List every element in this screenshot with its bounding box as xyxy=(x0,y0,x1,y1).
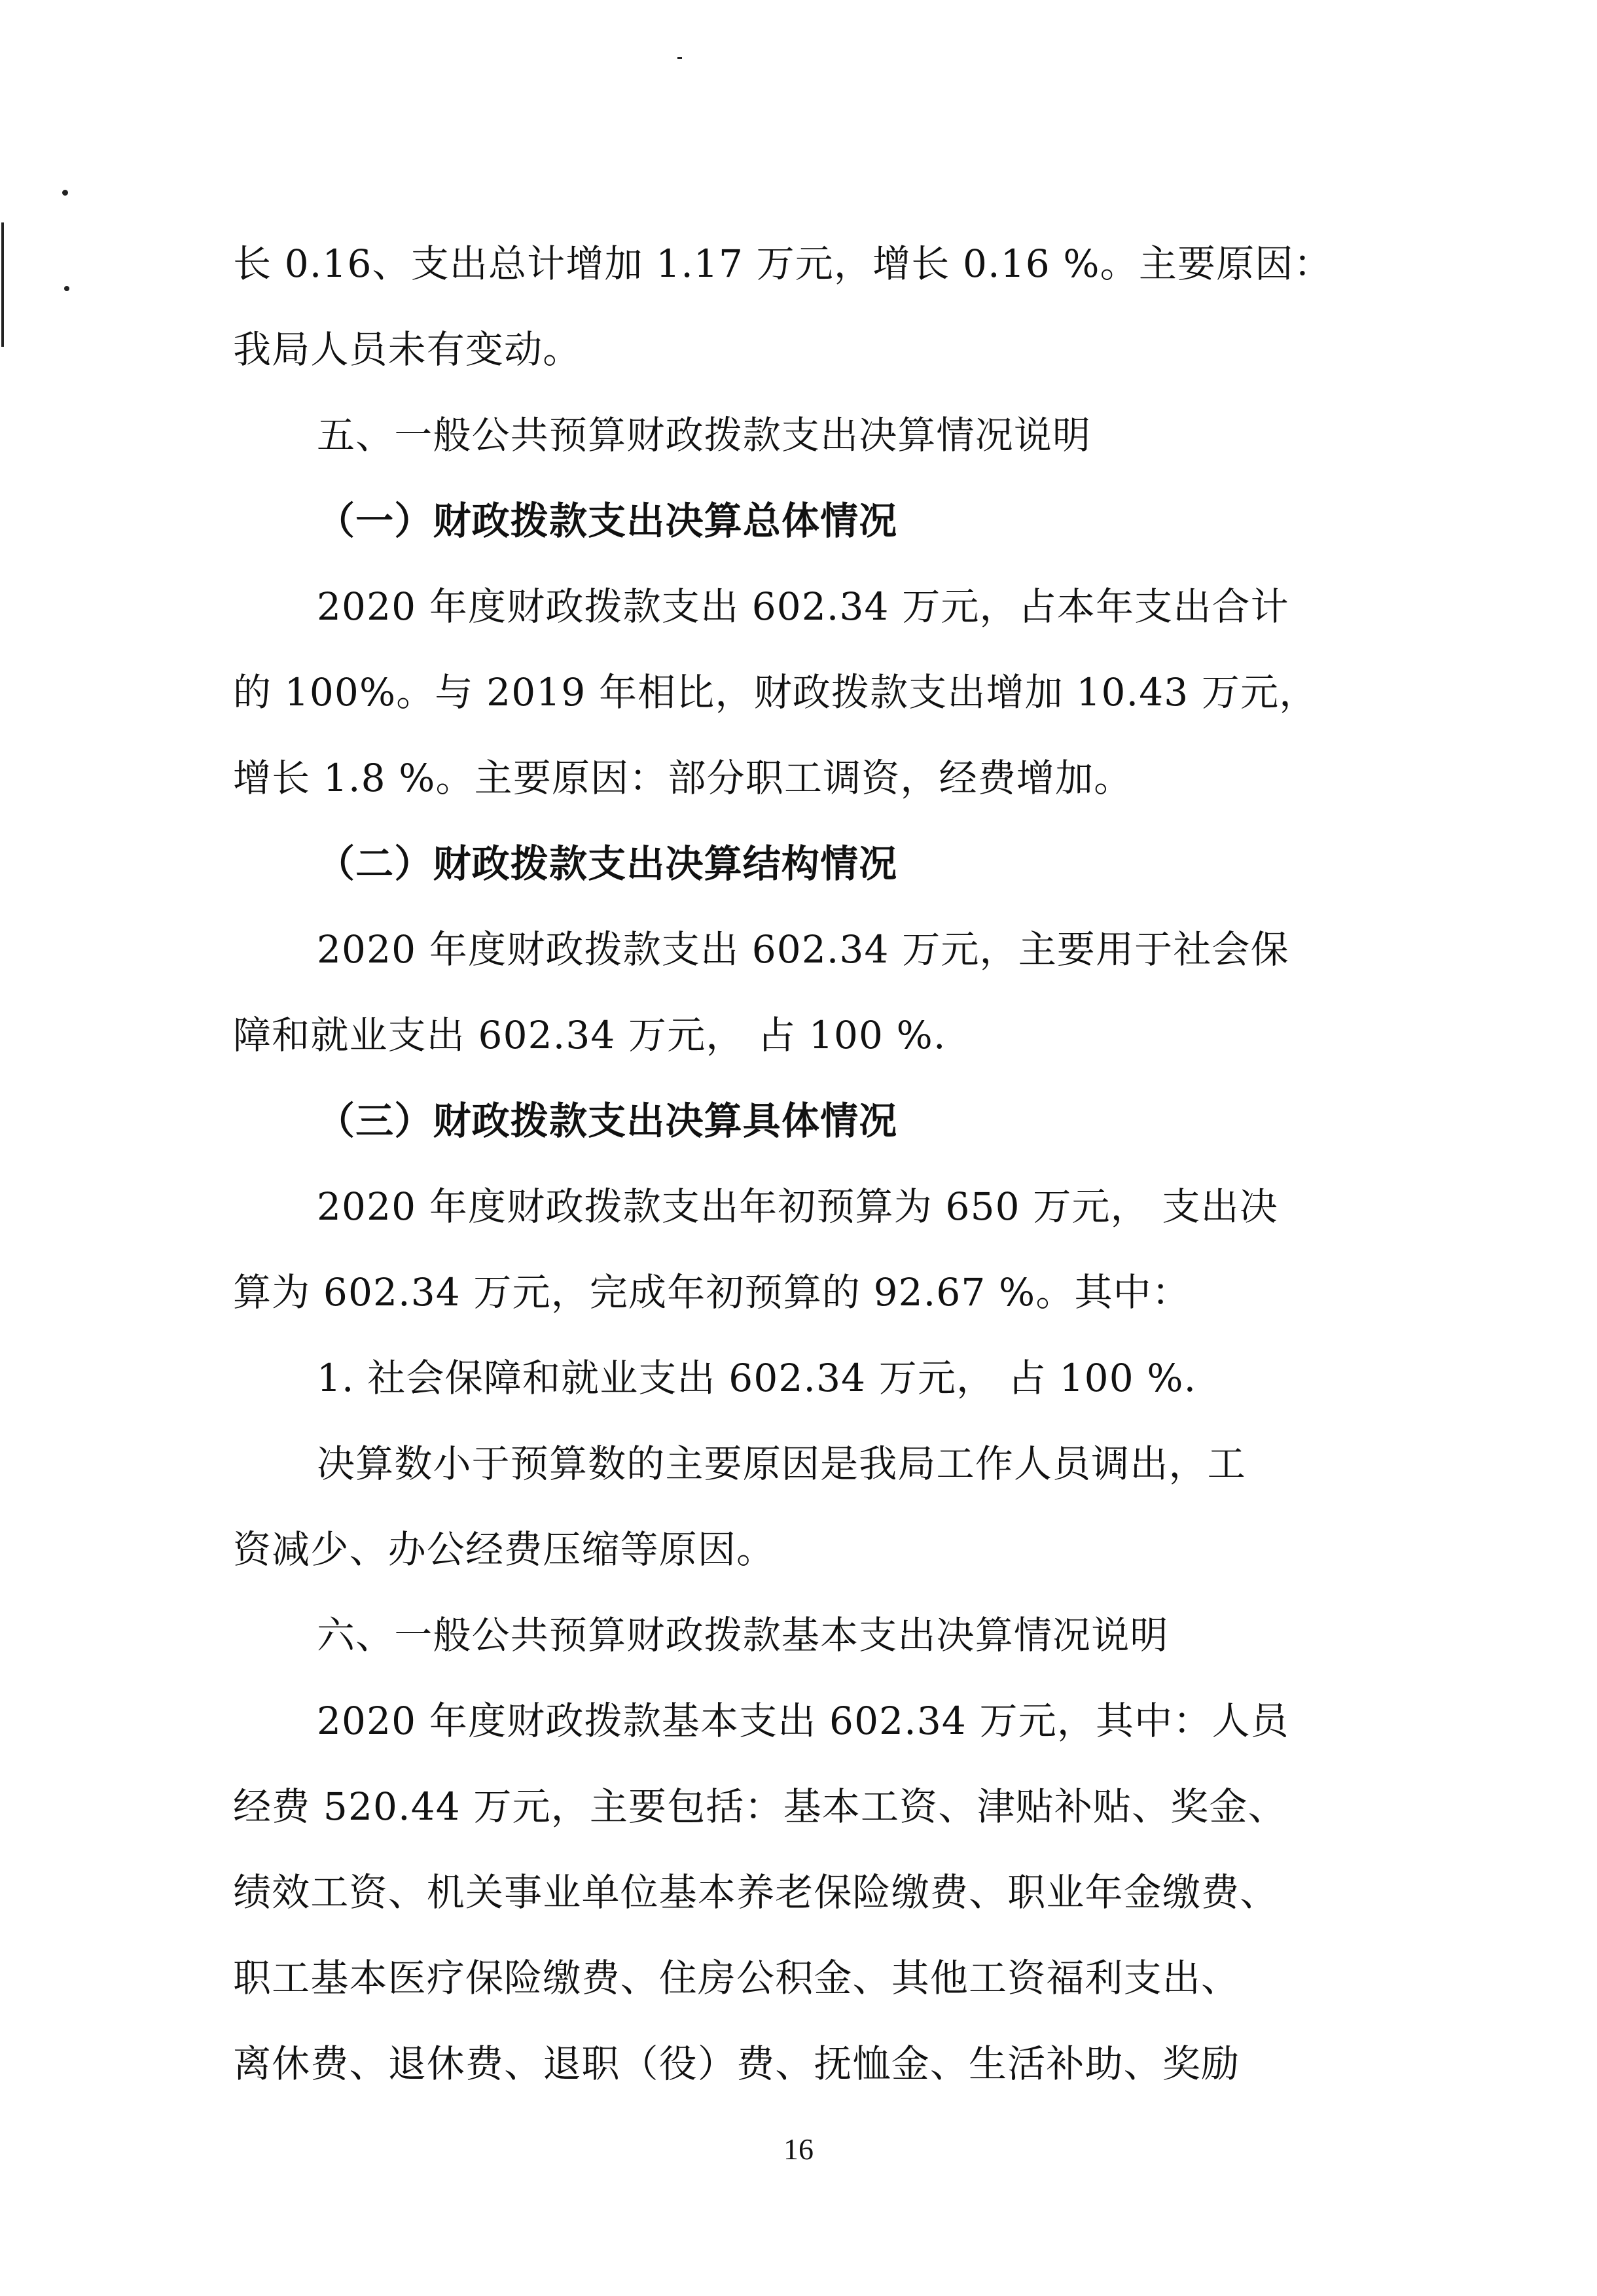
paragraph-line: 离休费、退休费、退职（役）费、抚恤金、生活补助、奖励 xyxy=(233,2041,1240,2086)
paragraph-line: 障和就业支出 602.34 万元， 占 100 %. xyxy=(233,1013,946,1057)
paragraph-line: 决算数小于预算数的主要原因是我局工作人员调出，工 xyxy=(317,1441,1246,1486)
paragraph-line: 职工基本医疗保险缴费、住房公积金、其他工资福利支出、 xyxy=(233,1956,1240,2000)
paragraph-line: 2020 年度财政拨款基本支出 602.34 万元，其中：人员 xyxy=(317,1699,1289,1743)
scan-dot-mark xyxy=(62,190,68,196)
scan-dot-mark xyxy=(64,286,69,291)
scan-dot-mark xyxy=(677,57,682,59)
paragraph-line: 长 0.16、支出总计增加 1.17 万元，增长 0.16 %。主要原因： xyxy=(233,241,1333,286)
section-heading: 五、一般公共预算财政拨款支出决算情况说明 xyxy=(317,413,1092,457)
paragraph-line: 资减少、办公经费压缩等原因。 xyxy=(233,1527,776,1572)
subsection-heading: （三）财政拨款支出决算具体情况 xyxy=(317,1099,898,1143)
paragraph-line: 经费 520.44 万元，主要包括：基本工资、津贴补贴、奖金、 xyxy=(233,1784,1287,1829)
section-heading: 六、一般公共预算财政拨款基本支出决算情况说明 xyxy=(317,1613,1169,1657)
paragraph-line: 绩效工资、机关事业单位基本养老保险缴费、职业年金缴费、 xyxy=(233,1870,1279,1915)
paragraph-line: 2020 年度财政拨款支出 602.34 万元，占本年支出合计 xyxy=(317,584,1289,629)
paragraph-line: 我局人员未有变动。 xyxy=(233,327,582,372)
body-text xyxy=(233,221,1359,2107)
paragraph-line: 的 100%。与 2019 年相比，财政拨款支出增加 10.43 万元， xyxy=(233,670,1318,715)
subsection-heading: （二）财政拨款支出决算结构情况 xyxy=(317,841,898,886)
scan-edge-mark xyxy=(1,222,4,347)
paragraph-line: 算为 602.34 万元，完成年初预算的 92.67 %。其中： xyxy=(233,1270,1191,1315)
subsection-heading: （一）财政拨款支出决算总体情况 xyxy=(317,499,898,543)
page-number: 16 xyxy=(783,2132,814,2166)
paragraph-line: 2020 年度财政拨款支出 602.34 万元，主要用于社会保 xyxy=(317,927,1289,972)
paragraph-line: 2020 年度财政拨款支出年初预算为 650 万元， 支出决 xyxy=(317,1184,1278,1229)
paragraph-line: 增长 1.8 %。主要原因：部分职工调资，经费增加。 xyxy=(233,756,1133,800)
paragraph-line: 1. 社会保障和就业支出 602.34 万元， 占 100 %. xyxy=(317,1356,1197,1400)
